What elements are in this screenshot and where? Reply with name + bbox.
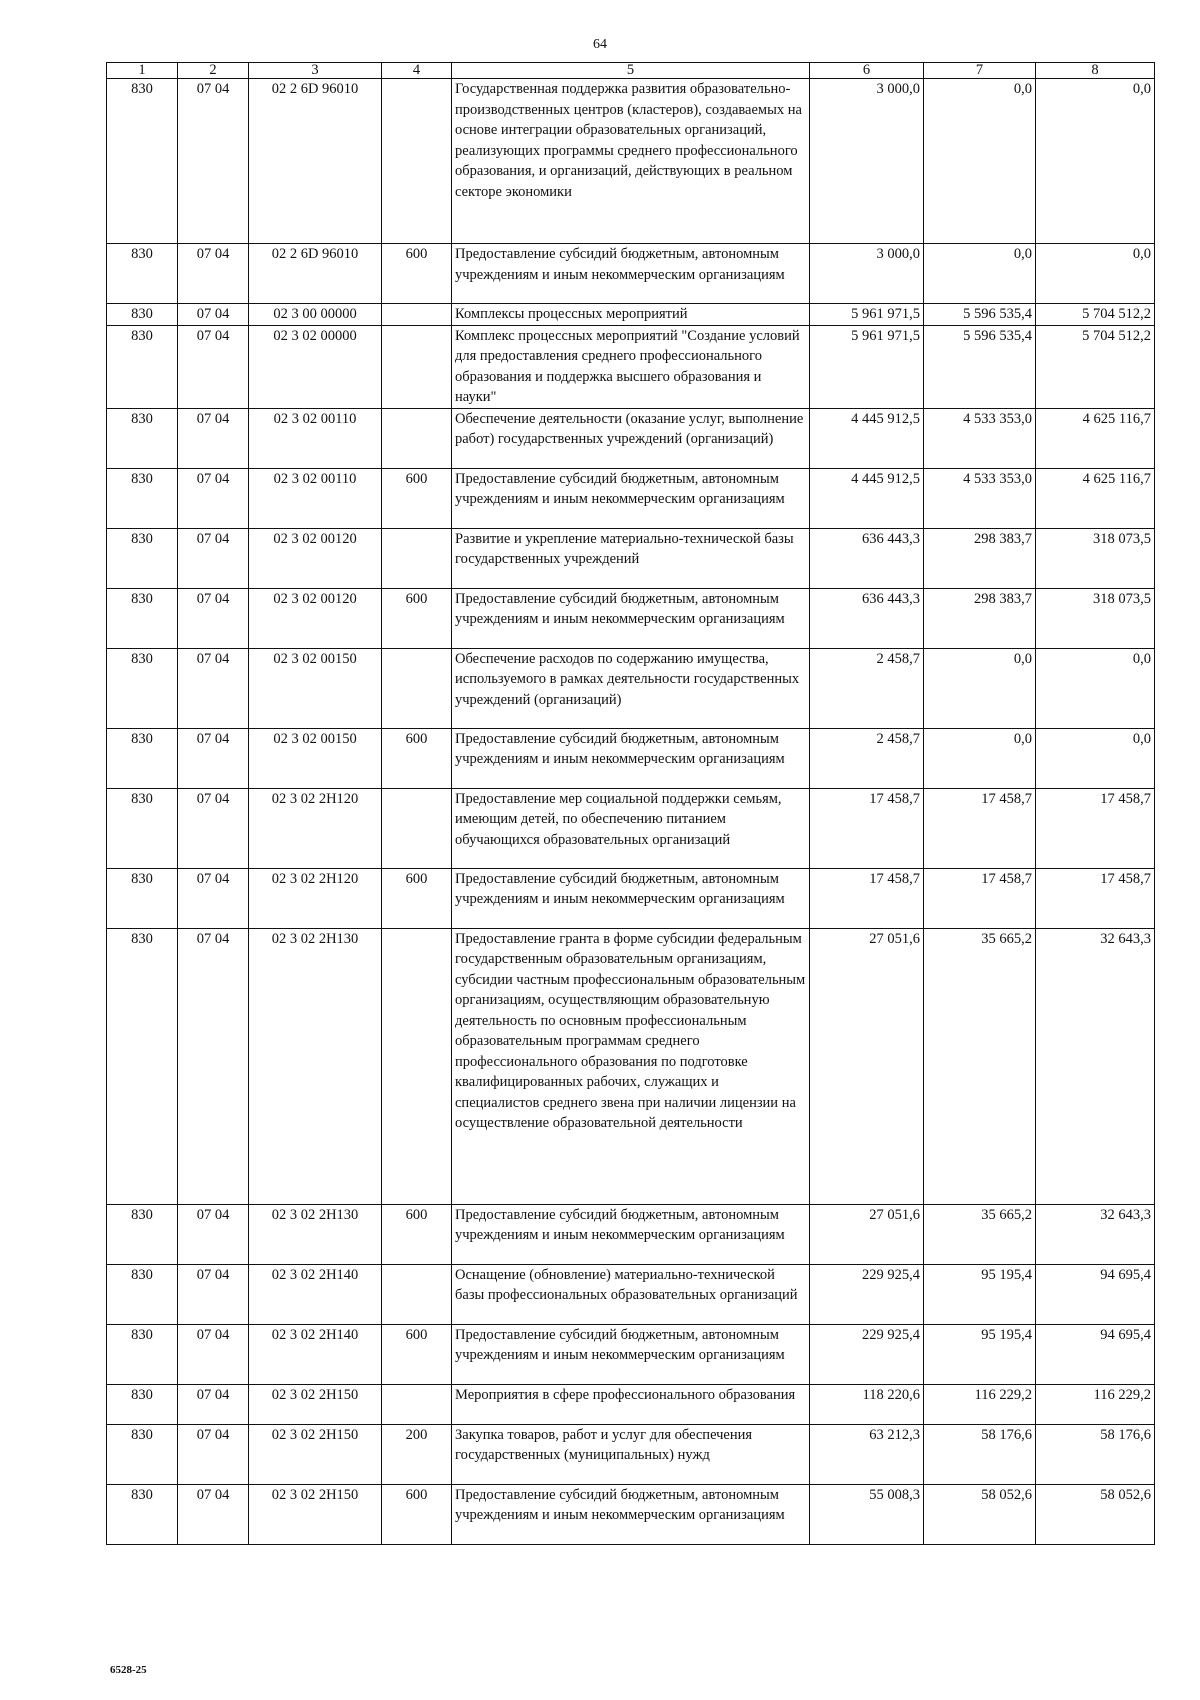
- item-name: Предоставление субсидий бюджетным, автономным учреждениям и иным некоммерческим организациям: [452, 868, 810, 928]
- target-article-code: 02 3 02 2Н150: [249, 1384, 382, 1424]
- budget-admin-code: 830: [107, 788, 178, 868]
- expense-type-code: 600: [382, 1484, 452, 1544]
- amount-year-2: 0,0: [924, 244, 1036, 304]
- expense-type-code: [382, 528, 452, 588]
- target-article-code: 02 3 02 00150: [249, 648, 382, 728]
- amount-year-1: 4 445 912,5: [810, 408, 924, 468]
- table-row: [107, 1424, 1155, 1484]
- budget-admin-code: 830: [107, 244, 178, 304]
- target-article-code: 02 3 02 00000: [249, 325, 382, 408]
- section-code: 07 04: [178, 1324, 249, 1384]
- target-article-code: 02 3 02 2Н120: [249, 868, 382, 928]
- amount-year-3: 0,0: [1036, 728, 1155, 788]
- expense-type-code: 600: [382, 1324, 452, 1384]
- item-name: Предоставление субсидий бюджетным, автономным учреждениям и иным некоммерческим организациям: [452, 1204, 810, 1264]
- table-row: [107, 468, 1155, 528]
- item-name: Закупка товаров, работ и услуг для обеспечения государственных (муниципальных) нужд: [452, 1424, 810, 1484]
- amount-year-1: 3 000,0: [810, 244, 924, 304]
- item-name: Предоставление субсидий бюджетным, автономным учреждениям и иным некоммерческим организациям: [452, 1324, 810, 1384]
- item-name: Обеспечение расходов по содержанию имущества, используемого в рамках деятельности государственных учреждений (организаций): [452, 648, 810, 728]
- item-name: Обеспечение деятельности (оказание услуг, выполнение работ) государственных учреждений (организаций): [452, 408, 810, 468]
- expense-type-code: [382, 408, 452, 468]
- table-row: [107, 1324, 1155, 1384]
- expense-type-code: [382, 788, 452, 868]
- table-row: [107, 1484, 1155, 1544]
- amount-year-2: 4 533 353,0: [924, 408, 1036, 468]
- amount-year-2: 58 052,6: [924, 1484, 1036, 1544]
- amount-year-1: 3 000,0: [810, 79, 924, 244]
- section-code: 07 04: [178, 408, 249, 468]
- item-name: Предоставление субсидий бюджетным, автономным учреждениям и иным некоммерческим организациям: [452, 244, 810, 304]
- expense-type-code: 600: [382, 588, 452, 648]
- column-header: 5: [452, 63, 810, 79]
- table-row: [107, 588, 1155, 648]
- item-name: Оснащение (обновление) материально-технической базы профессиональных образовательных организаций: [452, 1264, 810, 1324]
- section-code: 07 04: [178, 304, 249, 326]
- target-article-code: 02 3 02 2Н140: [249, 1324, 382, 1384]
- table-row: [107, 304, 1155, 326]
- table-row: [107, 1384, 1155, 1424]
- table-row: [107, 928, 1155, 1204]
- expense-type-code: 600: [382, 468, 452, 528]
- amount-year-2: 4 533 353,0: [924, 468, 1036, 528]
- table-row: [107, 788, 1155, 868]
- budget-admin-code: 830: [107, 304, 178, 326]
- column-header: 4: [382, 63, 452, 79]
- target-article-code: 02 3 02 00110: [249, 408, 382, 468]
- amount-year-1: 63 212,3: [810, 1424, 924, 1484]
- amount-year-1: 27 051,6: [810, 928, 924, 1204]
- expense-type-code: [382, 928, 452, 1204]
- item-name: Предоставление субсидий бюджетным, автономным учреждениям и иным некоммерческим организациям: [452, 468, 810, 528]
- amount-year-2: 35 665,2: [924, 928, 1036, 1204]
- target-article-code: 02 3 02 2Н130: [249, 1204, 382, 1264]
- target-article-code: 02 2 6D 96010: [249, 79, 382, 244]
- column-header: 1: [107, 63, 178, 79]
- amount-year-3: 17 458,7: [1036, 788, 1155, 868]
- amount-year-1: 27 051,6: [810, 1204, 924, 1264]
- expense-type-code: [382, 1384, 452, 1424]
- amount-year-3: 94 695,4: [1036, 1264, 1155, 1324]
- header-row: [107, 63, 1155, 79]
- target-article-code: 02 2 6D 96010: [249, 244, 382, 304]
- section-code: 07 04: [178, 928, 249, 1204]
- section-code: 07 04: [178, 468, 249, 528]
- budget-admin-code: 830: [107, 728, 178, 788]
- expense-type-code: 600: [382, 244, 452, 304]
- budget-admin-code: 830: [107, 325, 178, 408]
- amount-year-1: 5 961 971,5: [810, 304, 924, 326]
- section-code: 07 04: [178, 788, 249, 868]
- section-code: 07 04: [178, 325, 249, 408]
- column-header: 6: [810, 63, 924, 79]
- table-row: [107, 868, 1155, 928]
- expense-type-code: [382, 648, 452, 728]
- budget-admin-code: 830: [107, 1424, 178, 1484]
- amount-year-1: 2 458,7: [810, 728, 924, 788]
- expense-type-code: 600: [382, 728, 452, 788]
- expense-type-code: [382, 79, 452, 244]
- budget-admin-code: 830: [107, 648, 178, 728]
- amount-year-1: 229 925,4: [810, 1324, 924, 1384]
- column-header: 8: [1036, 63, 1155, 79]
- budget-table: [106, 62, 1155, 1545]
- amount-year-3: 32 643,3: [1036, 928, 1155, 1204]
- expense-type-code: [382, 304, 452, 326]
- item-name: Комплекс процессных мероприятий "Создание условий для предоставления среднего профессионального образования и поддержка высшего образования и науки": [452, 325, 810, 408]
- section-code: 07 04: [178, 1204, 249, 1264]
- document-code: 6528-25: [110, 1664, 147, 1676]
- amount-year-1: 4 445 912,5: [810, 468, 924, 528]
- section-code: 07 04: [178, 728, 249, 788]
- amount-year-2: 0,0: [924, 648, 1036, 728]
- table-row: [107, 79, 1155, 244]
- section-code: 07 04: [178, 244, 249, 304]
- amount-year-1: 2 458,7: [810, 648, 924, 728]
- amount-year-3: 5 704 512,2: [1036, 325, 1155, 408]
- amount-year-1: 17 458,7: [810, 788, 924, 868]
- page-number: 64: [593, 37, 607, 52]
- amount-year-2: 17 458,7: [924, 868, 1036, 928]
- budget-admin-code: 830: [107, 1384, 178, 1424]
- item-name: Мероприятия в сфере профессионального образования: [452, 1384, 810, 1424]
- section-code: 07 04: [178, 1384, 249, 1424]
- amount-year-3: 58 176,6: [1036, 1424, 1155, 1484]
- expense-type-code: [382, 1264, 452, 1324]
- section-code: 07 04: [178, 868, 249, 928]
- target-article-code: 02 3 02 00120: [249, 588, 382, 648]
- table-row: [107, 325, 1155, 408]
- amount-year-2: 35 665,2: [924, 1204, 1036, 1264]
- budget-admin-code: 830: [107, 1264, 178, 1324]
- section-code: 07 04: [178, 648, 249, 728]
- amount-year-3: 94 695,4: [1036, 1324, 1155, 1384]
- item-name: Предоставление мер социальной поддержки семьям, имеющим детей, по обеспечению питанием обучающихся образовательных организаций: [452, 788, 810, 868]
- amount-year-1: 17 458,7: [810, 868, 924, 928]
- amount-year-1: 636 443,3: [810, 528, 924, 588]
- target-article-code: 02 3 02 00150: [249, 728, 382, 788]
- table-row: [107, 528, 1155, 588]
- target-article-code: 02 3 02 00120: [249, 528, 382, 588]
- section-code: 07 04: [178, 528, 249, 588]
- amount-year-2: 116 229,2: [924, 1384, 1036, 1424]
- amount-year-2: 95 195,4: [924, 1264, 1036, 1324]
- budget-admin-code: 830: [107, 1204, 178, 1264]
- amount-year-3: 32 643,3: [1036, 1204, 1155, 1264]
- amount-year-1: 55 008,3: [810, 1484, 924, 1544]
- expense-type-code: 600: [382, 868, 452, 928]
- amount-year-3: 58 052,6: [1036, 1484, 1155, 1544]
- budget-admin-code: 830: [107, 588, 178, 648]
- amount-year-1: 636 443,3: [810, 588, 924, 648]
- table-body: [107, 79, 1155, 1545]
- section-code: 07 04: [178, 1424, 249, 1484]
- amount-year-3: 4 625 116,7: [1036, 468, 1155, 528]
- budget-admin-code: 830: [107, 468, 178, 528]
- budget-admin-code: 830: [107, 528, 178, 588]
- amount-year-3: 116 229,2: [1036, 1384, 1155, 1424]
- expense-type-code: [382, 325, 452, 408]
- amount-year-2: 17 458,7: [924, 788, 1036, 868]
- expense-type-code: 600: [382, 1204, 452, 1264]
- table-row: [107, 408, 1155, 468]
- item-name: Развитие и укрепление материально-технической базы государственных учреждений: [452, 528, 810, 588]
- amount-year-3: 17 458,7: [1036, 868, 1155, 928]
- amount-year-2: 5 596 535,4: [924, 325, 1036, 408]
- target-article-code: 02 3 02 2Н150: [249, 1424, 382, 1484]
- budget-admin-code: 830: [107, 1324, 178, 1384]
- amount-year-3: 0,0: [1036, 244, 1155, 304]
- amount-year-2: 0,0: [924, 79, 1036, 244]
- table-row: [107, 648, 1155, 728]
- section-code: 07 04: [178, 1484, 249, 1544]
- section-code: 07 04: [178, 588, 249, 648]
- target-article-code: 02 3 00 00000: [249, 304, 382, 326]
- item-name: Комплексы процессных мероприятий: [452, 304, 810, 326]
- amount-year-3: 0,0: [1036, 79, 1155, 244]
- amount-year-2: 58 176,6: [924, 1424, 1036, 1484]
- column-header: 7: [924, 63, 1036, 79]
- table-row: [107, 1264, 1155, 1324]
- amount-year-3: 318 073,5: [1036, 588, 1155, 648]
- item-name: Предоставление субсидий бюджетным, автономным учреждениям и иным некоммерческим организациям: [452, 1484, 810, 1544]
- target-article-code: 02 3 02 2Н130: [249, 928, 382, 1204]
- amount-year-3: 318 073,5: [1036, 528, 1155, 588]
- budget-admin-code: 830: [107, 79, 178, 244]
- amount-year-2: 95 195,4: [924, 1324, 1036, 1384]
- amount-year-3: 5 704 512,2: [1036, 304, 1155, 326]
- target-article-code: 02 3 02 00110: [249, 468, 382, 528]
- amount-year-1: 118 220,6: [810, 1384, 924, 1424]
- amount-year-2: 0,0: [924, 728, 1036, 788]
- item-name: Государственная поддержка развития образовательно-производственных центров (кластеров), создаваемых на основе интеграции образовательных организаций, реализующих программы среднего профессионального образования, и организаций, действующих в реальном секторе экономики: [452, 79, 810, 244]
- section-code: 07 04: [178, 1264, 249, 1324]
- column-header: 3: [249, 63, 382, 79]
- item-name: Предоставление субсидий бюджетным, автономным учреждениям и иным некоммерческим организациям: [452, 728, 810, 788]
- budget-admin-code: 830: [107, 928, 178, 1204]
- item-name: Предоставление субсидий бюджетным, автономным учреждениям и иным некоммерческим организациям: [452, 588, 810, 648]
- expense-type-code: 200: [382, 1424, 452, 1484]
- amount-year-2: 298 383,7: [924, 588, 1036, 648]
- budget-admin-code: 830: [107, 408, 178, 468]
- amount-year-3: 4 625 116,7: [1036, 408, 1155, 468]
- amount-year-1: 5 961 971,5: [810, 325, 924, 408]
- amount-year-1: 229 925,4: [810, 1264, 924, 1324]
- table-row: [107, 728, 1155, 788]
- column-header: 2: [178, 63, 249, 79]
- section-code: 07 04: [178, 79, 249, 244]
- target-article-code: 02 3 02 2Н120: [249, 788, 382, 868]
- table-row: [107, 244, 1155, 304]
- budget-admin-code: 830: [107, 1484, 178, 1544]
- amount-year-3: 0,0: [1036, 648, 1155, 728]
- budget-admin-code: 830: [107, 868, 178, 928]
- target-article-code: 02 3 02 2Н150: [249, 1484, 382, 1544]
- amount-year-2: 298 383,7: [924, 528, 1036, 588]
- target-article-code: 02 3 02 2Н140: [249, 1264, 382, 1324]
- table-row: [107, 1204, 1155, 1264]
- item-name: Предоставление гранта в форме субсидии федеральным государственным образовательным организациям, субсидии частным профессиональным образовательным организациям, осуществляющим образовательную деятельность по основным профессиональным образовательным программам среднего профессионального образования по подготовке квалифицированных рабочих, служащих и специалистов среднего звена при наличии лицензии на осуществление образовательной деятельности: [452, 928, 810, 1204]
- amount-year-2: 5 596 535,4: [924, 304, 1036, 326]
